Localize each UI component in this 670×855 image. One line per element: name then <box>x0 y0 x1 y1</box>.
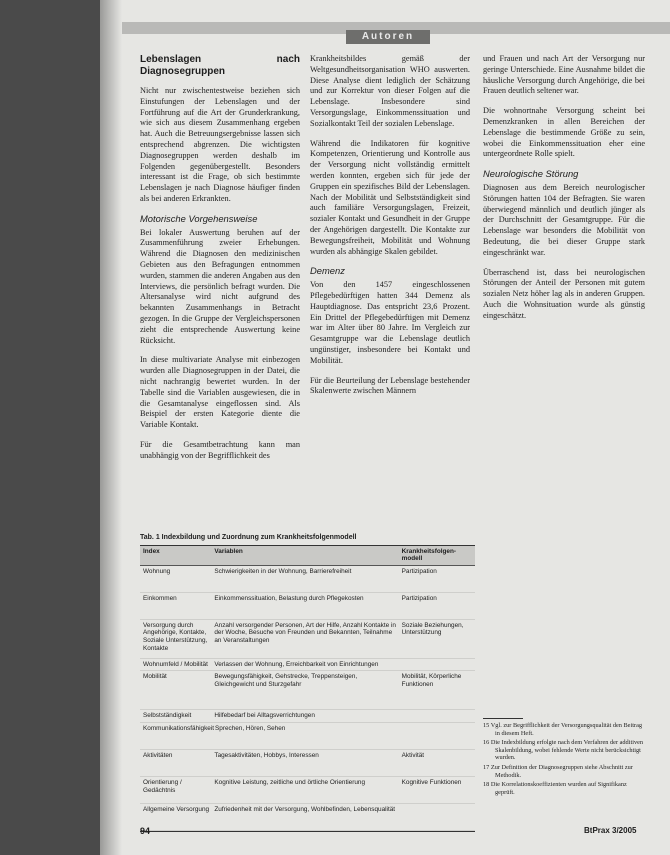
table-cell: Allgemeine Versorgung <box>143 805 210 813</box>
table-row <box>140 620 475 659</box>
table-cell: Selbstständigkeit <box>143 712 192 720</box>
paragraph: Die wohnortnahe Versorgung scheint bei Demenzkranken in allen Bereichen der Lebenslage die bestimmende Größe zu sein, wobei die Einkommenssituation eher eine untergeordnete Rolle spielt. <box>483 106 645 159</box>
table-cell: Aktivitäten <box>143 751 173 759</box>
table-cell: Bewegungsfähigkeit, Gehstrecke, Treppensteigen, Gleichgewicht und Sturzgefahr <box>214 673 358 688</box>
table-header-row <box>140 546 475 566</box>
table-cell: Einkommen <box>143 594 177 602</box>
table-cell: Sprechen, Hören, Sehen <box>215 724 286 732</box>
section-header: Autoren <box>346 30 430 44</box>
table-row <box>140 804 475 831</box>
text-column-1 <box>140 54 300 471</box>
binding-shadow <box>100 0 122 855</box>
subheading: Demenz <box>310 265 345 277</box>
table-cell: Hilfebedarf bei Alltagsverrichtungen <box>214 712 315 720</box>
table-row <box>140 566 475 593</box>
table-row <box>140 777 475 804</box>
table-cell: Orientierung / Gedächtnis <box>143 778 182 794</box>
text-column-2 <box>310 54 470 406</box>
paragraph: Für die Beurteilung der Lebenslage bestehender Skalenwerte zwischen Männern <box>310 375 470 396</box>
table-cell: Wohnung <box>143 567 171 575</box>
section-heading: Lebenslagen nach Diagnosegruppen <box>140 54 300 77</box>
table-cell <box>398 725 475 747</box>
table-row <box>140 659 475 672</box>
table-cell: Anzahl versorgender Personen, Art der Hilfe, Anzahl Kontakte in der Woche, Besuche von Freunden und Bekannten, Teilnahme an Veranstaltungen <box>214 621 396 644</box>
paragraph: Überraschend ist, dass bei neurologischen Störungen der Anteil der Personen mit gutem sozialen Netz höher lag als in anderen Gruppen. Auch die Wohnsituation wurde als günstig eingeschätzt. <box>483 267 645 320</box>
footnote: 17 Zur Definition der Diagnosegruppen siehe Abschnitt zur Methodik. <box>483 763 633 779</box>
paragraph: Von den 1457 eingeschlossenen Pflegebedürftigen hatten 344 Demenz als Hauptdiagnose. Das entspricht 23,6 Prozent. Ein Drittel der Pflegebedürftigen mit Demenz war im Alter über 80 Jahre. Im Vergleich zur Gesamtgruppe war die Lebenslage deutlich ungünstiger, insbesondere bei Kontakt und Mobilität. <box>310 280 470 365</box>
table-caption: Tab. 1 Indexbildung und Zuordnung zum Krankheitsfolgenmodell <box>140 534 357 541</box>
table-cell: Versorgung durch Angehörige, Kontakte, Soziale Unterstützung, Kontakte <box>143 621 208 652</box>
index-table <box>140 534 475 820</box>
paragraph: Bei lokaler Auswertung beruhen auf der Zusammenführung zweier Erhebungen. Während die Diagnosen den medizinischen Gebieten aus den Befragungen entnommen wurden, stammen die anderen Angaben aus den Interviews, die persönlich befragt wurden. Die Altersanalyse wird nicht aufgrund des bekannten Zusammenhangs in Betracht gezogen. In die Gruppe der Vergleichspersonen zieht die entsprechende Auswertung keine Rücksicht. <box>140 227 300 345</box>
paragraph: Krankheitsbildes gemäß der Weltgesundheitsorganisation WHO auswerten. Diese Analyse dient lediglich der Schätzung und zur Korrektur von dieser Folgen auf die Lebenslage. Insbesondere sind Versorgungslage, Einkommenssituation und Sozialkontakt Teil der sozialen Lebenslage. <box>310 54 470 128</box>
page-number: 94 <box>140 826 151 836</box>
table-header-cell: Variablen <box>214 547 243 555</box>
table-row <box>140 750 475 777</box>
paragraph: In diese multivariate Analyse mit einbezogen wurden alle Diagnosegruppen in der Datei, die nicht nachrangig bewertet wurden. In der Tabelle sind die Variablen ausgewiesen, die in die Gesamtanalyse eingeflossen sind. Als Beispiel der ersten Kategorie diente die Variable Kontakt. <box>140 355 300 430</box>
table-cell: Kognitive Leistung, zeitliche und örtliche Orientierung <box>214 778 365 786</box>
table-cell: Einkommenssituation, Belastung durch Pflegekosten <box>214 594 364 602</box>
footnote-rule <box>483 718 523 719</box>
table-cell: Mobilität, Körperliche Funktionen <box>401 673 462 688</box>
journal-reference: BtPrax 3/2005 <box>584 826 637 835</box>
table-cell: Mobilität <box>143 673 167 681</box>
text-column-3 <box>483 54 645 331</box>
subheading: Neurologische Störung <box>483 168 579 180</box>
paragraph: Während die Indikatoren für kognitive Kompetenzen, Orientierung und Kontrolle aus der Versorgung nicht vollständig ermittelt werden konnten, ergeben sich für jede der Gruppen ein spezifisches Bild der Lebenslagen. Nach der Mobilität und Selbstständigkeit sind auch familiäre Versorgungslagen, Freizeit, sozialer Kontakt und Gesundheit in der Gruppe der Angehörigen dargestellt. Die Kontakte zur Bewegungsfreiheit, Mobilität und Wohnung wurden als abhängige Skalen gebildet. <box>310 138 470 256</box>
table-cell: Partizipation <box>401 567 437 575</box>
table-cell: Soziale Beziehungen, Unterstützung <box>401 621 464 637</box>
subheading: Motorische Vorgehensweise <box>140 212 258 224</box>
table-cell: Partizipation <box>401 594 437 602</box>
footnote: 18 Die Korrelationskoeffizienten wurden auf Signifikanz geprüft. <box>483 781 627 796</box>
table-row <box>140 593 475 620</box>
table-header-cell: Krankheitsfolgen-modell <box>401 547 456 563</box>
table-cell: Schwierigkeiten in der Wohnung, Barrierefreiheit <box>214 567 352 575</box>
paragraph: und Frauen und nach Art der Versorgung nur geringe Unterschiede. Eine Ausnahme bildet die häusliche Versorgung durch Angehörige, die bei Frauen deutlich seltener war. <box>483 54 645 96</box>
paragraph: Nicht nur zwischentestweise beziehen sich Einstufungen der Lebenslagen und der Fortführung auf die Art der Grunderkrankung, wie sich aus diesem Zusammenhang ergeben hat. Auch die Betreuungsergebnisse lassen sich entsprechend abgrenzen. Die wichtigsten Diagnosegruppen werden deshalb im Folgenden gegenübergestellt. Besonders interessant ist die Frage, ob sich bestimmte Lebenslagen je nach Diagnose häufiger finden als bei anderen Erkrankten. <box>140 86 300 203</box>
table-cell <box>398 661 475 669</box>
paragraph: Diagnosen aus dem Bereich neurologischer Störungen hatten 104 der Befragten. Sie waren überwiegend männlich und deutlich jünger als der Durchschnitt der Gesamtgruppe. Für die Lebenslage war besonders die Mobilität von Bedeutung, die bei dieser Gruppe stark eingeschränkt war. <box>483 182 645 257</box>
table-cell <box>398 806 475 828</box>
table-cell: Tagesaktivitäten, Hobbys, Interessen <box>214 751 319 759</box>
footnotes <box>483 722 645 798</box>
table-cell: Aktivität <box>401 751 425 759</box>
footnote: 16 Die Indexbildung erfolgte nach dem Verfahren der additiven Skalenbildung, wobei fehlende Werte nicht berücksichtigt wurden. <box>483 739 644 762</box>
paragraph: Für die Gesamtbetrachtung kann man unabhängig von der Begrifflichkeit des <box>140 439 300 460</box>
table-header-cell: Index <box>143 547 160 555</box>
table-cell: Kommunikationsfähigkeit <box>143 724 215 732</box>
table-cell: Zufriedenheit mit der Versorgung, Wohlbefinden, Lebensqualität <box>214 805 396 813</box>
table-row <box>140 723 475 750</box>
table-cell: Kognitive Funktionen <box>401 778 462 786</box>
table-row <box>140 710 475 723</box>
table-cell: Verlassen der Wohnung, Erreichbarkeit von Einrichtungen <box>214 660 379 668</box>
table-cell: Wohnumfeld / Mobilität <box>143 660 208 668</box>
footnote: 15 Vgl. zur Begrifflichkeit der Versorgungsqualität den Beitrag in diesem Heft. <box>483 722 643 737</box>
table-row <box>140 671 475 710</box>
table-cell <box>398 712 475 720</box>
